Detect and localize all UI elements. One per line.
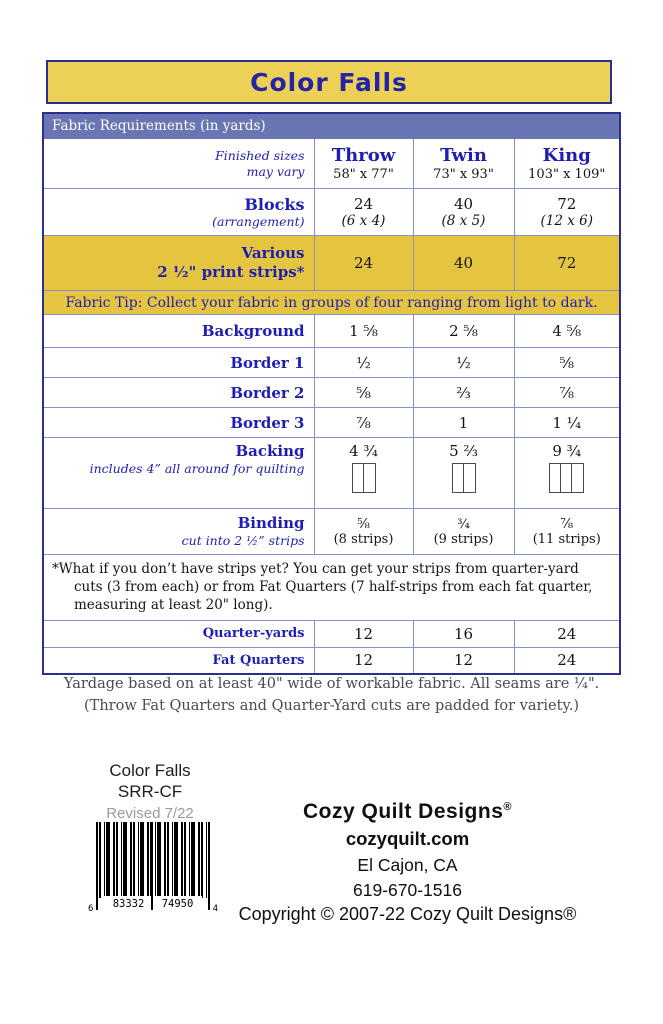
barcode-group2: 74950 bbox=[161, 897, 194, 910]
strips-note-row bbox=[43, 555, 620, 621]
finished-sizes-line2: may vary bbox=[246, 163, 305, 179]
backing-throw-value: 4 ¾ bbox=[314, 438, 413, 509]
column-header-throw: Throw 58" x 77" bbox=[314, 139, 413, 189]
print-strips-twin-value: 40 bbox=[413, 236, 514, 291]
backing-twin-value: 5 ⅔ bbox=[413, 438, 514, 509]
print-strips-king-value: 72 bbox=[514, 236, 620, 291]
barcode-guard-right bbox=[208, 822, 210, 910]
company-name: Cozy Quilt Designs® bbox=[303, 800, 512, 823]
registered-trademark-symbol: ® bbox=[503, 801, 512, 813]
quarter-yards-throw-value: 12 bbox=[314, 620, 413, 647]
blocks-king-value: 72 (12 x 6) bbox=[514, 189, 620, 236]
strips-note-text: *What if you don’t have strips yet? You can get your strips from quarter-yard cuts (3 from each) or from Fat Quarters (7 half-strips from each fat quarter, measuring at least 20" long). bbox=[43, 555, 620, 621]
column-header-king: King 103" x 109" bbox=[514, 139, 620, 189]
backing-panels-diagram-king bbox=[549, 463, 584, 493]
print-strips-throw-value: 24 bbox=[314, 236, 413, 291]
table-header-bar bbox=[43, 113, 620, 139]
border3-king-value: 1 ¼ bbox=[514, 408, 620, 438]
backing-label-cell: Backing includes 4” all around for quilting bbox=[43, 438, 314, 509]
finished-sizes-label-cell bbox=[43, 139, 314, 189]
fabric-requirements-section bbox=[42, 112, 621, 675]
border2-twin-value: ⅔ bbox=[413, 378, 514, 408]
background-throw-value: 1 ⅝ bbox=[314, 315, 413, 348]
binding-throw-value: ⅝ (8 strips) bbox=[314, 509, 413, 555]
size-header-row bbox=[43, 139, 620, 189]
blocks-twin-value: 40 (8 x 5) bbox=[413, 189, 514, 236]
copyright-line: Copyright © 2007-22 Cozy Quilt Designs® bbox=[238, 904, 577, 924]
fabric-tip-text: Fabric Tip: Collect your fabric in groups of four ranging from light to dark. bbox=[43, 291, 620, 315]
fat-quarters-row bbox=[43, 647, 620, 674]
product-sku: SRR-CF bbox=[117, 782, 183, 802]
yardage-footnote bbox=[0, 674, 663, 718]
yardage-footnote-line2: (Throw Fat Quarters and Quarter-Yard cuts are padded for variety.) bbox=[84, 697, 579, 714]
table-header-label: Fabric Requirements (in yards) bbox=[43, 113, 620, 139]
column-header-twin: Twin 73" x 93" bbox=[413, 139, 514, 189]
binding-label-cell: Binding cut into 2 ½” strips bbox=[43, 509, 314, 555]
product-revised-date: Revised 7/22 bbox=[106, 804, 194, 822]
backing-king-value: 9 ¾ bbox=[514, 438, 620, 509]
page-title: Color Falls bbox=[250, 67, 408, 97]
fat-quarters-king-value: 24 bbox=[514, 647, 620, 674]
background-row bbox=[43, 315, 620, 348]
border2-row bbox=[43, 378, 620, 408]
border2-label-cell: Border 2 bbox=[43, 378, 314, 408]
print-strips-row bbox=[43, 236, 620, 291]
background-king-value: 4 ⅝ bbox=[514, 315, 620, 348]
barcode-right-digit: 4 bbox=[212, 904, 218, 914]
quarter-yards-label-cell: Quarter-yards bbox=[43, 620, 314, 647]
barcode-group1: 83332 bbox=[112, 897, 145, 910]
border1-twin-value: ½ bbox=[413, 348, 514, 378]
fat-quarters-twin-value: 12 bbox=[413, 647, 514, 674]
fabric-requirements-table bbox=[42, 112, 621, 675]
quarter-yards-twin-value: 16 bbox=[413, 620, 514, 647]
border3-label-cell: Border 3 bbox=[43, 408, 314, 438]
barcode-guard-middle bbox=[151, 822, 153, 910]
border1-row bbox=[43, 348, 620, 378]
company-info-block bbox=[190, 800, 625, 925]
barcode-digit-groups bbox=[104, 896, 202, 911]
company-phone: 619-670-1516 bbox=[353, 880, 462, 900]
binding-twin-value: ¾ (9 strips) bbox=[413, 509, 514, 555]
title-banner bbox=[46, 60, 612, 104]
border3-twin-value: 1 bbox=[413, 408, 514, 438]
barcode-guard-left bbox=[96, 822, 98, 910]
backing-row bbox=[43, 438, 620, 509]
print-strips-label-cell: Various 2 ½" print strips* bbox=[43, 236, 314, 291]
border3-throw-value: ⅞ bbox=[314, 408, 413, 438]
blocks-label-cell: Blocks (arrangement) bbox=[43, 189, 314, 236]
background-twin-value: 2 ⅝ bbox=[413, 315, 514, 348]
binding-row bbox=[43, 509, 620, 555]
finished-sizes-line1: Finished sizes bbox=[215, 147, 305, 163]
company-location: El Cajon, CA bbox=[357, 855, 458, 875]
backing-panels-diagram-throw bbox=[352, 463, 376, 493]
blocks-row bbox=[43, 189, 620, 236]
barcode-left-digit: 6 bbox=[88, 904, 94, 914]
yardage-footnote-line1: Yardage based on at least 40" wide of workable fabric. All seams are ¼". bbox=[63, 676, 600, 692]
border1-king-value: ⅝ bbox=[514, 348, 620, 378]
company-website: cozyquilt.com bbox=[345, 828, 470, 849]
border1-label-cell: Border 1 bbox=[43, 348, 314, 378]
background-label-cell: Background bbox=[43, 315, 314, 348]
backing-panels-diagram-twin bbox=[452, 463, 476, 493]
border2-king-value: ⅞ bbox=[514, 378, 620, 408]
quarter-yards-king-value: 24 bbox=[514, 620, 620, 647]
border3-row bbox=[43, 408, 620, 438]
fabric-tip-row bbox=[43, 291, 620, 315]
fat-quarters-throw-value: 12 bbox=[314, 647, 413, 674]
product-name: Color Falls bbox=[109, 761, 191, 780]
fat-quarters-label-cell: Fat Quarters bbox=[43, 647, 314, 674]
blocks-throw-value: 24 (6 x 4) bbox=[314, 189, 413, 236]
border2-throw-value: ⅝ bbox=[314, 378, 413, 408]
quarter-yards-row bbox=[43, 620, 620, 647]
border1-throw-value: ½ bbox=[314, 348, 413, 378]
binding-king-value: ⅞ (11 strips) bbox=[514, 509, 620, 555]
